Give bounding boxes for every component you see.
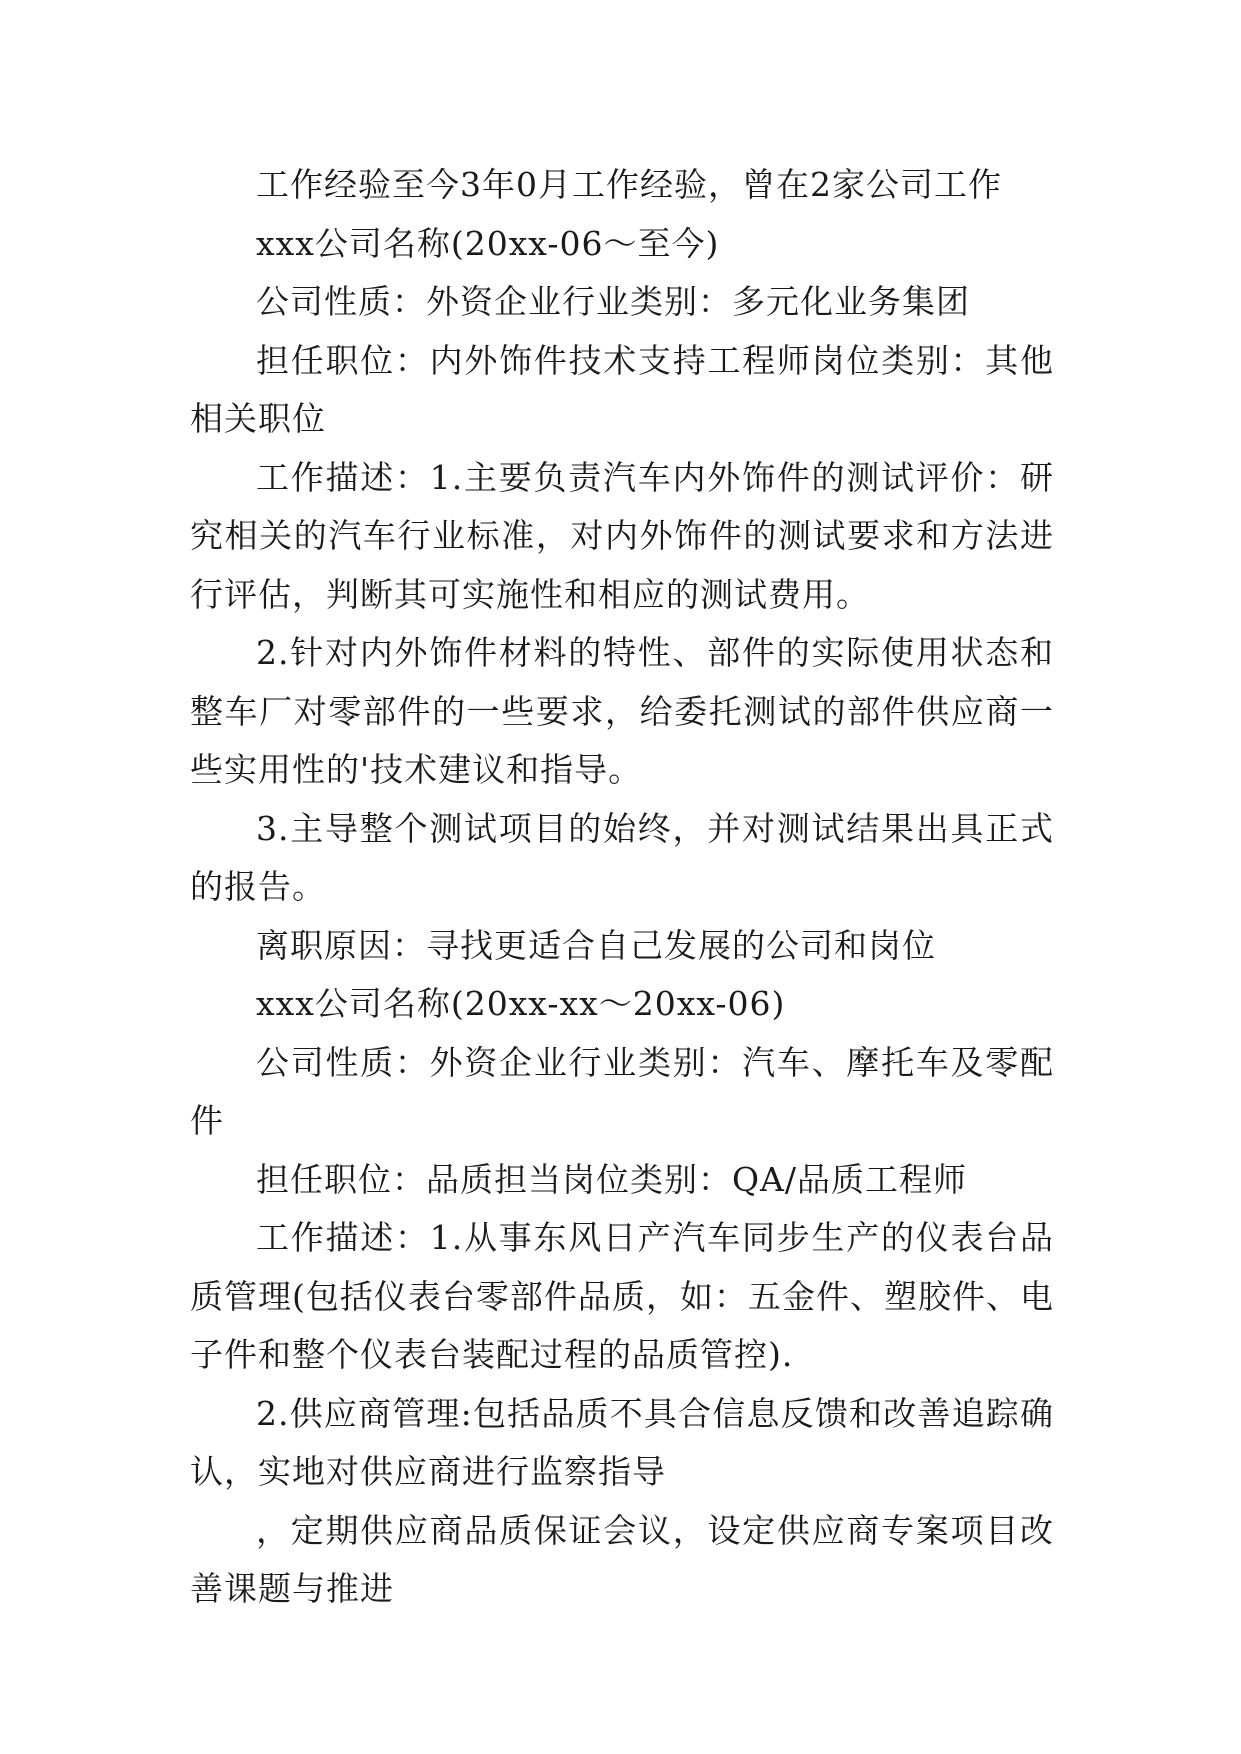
work-experience-summary: 工作经验至今3年0月工作经验，曾在2家公司工作 xyxy=(256,165,1002,204)
company-1-description-1: 工作描述：1.主要负责汽车内外饰件的测试评价：研究相关的汽车行业标准，对内外饰件的测试要求和方法进行评估，判断其可实施性和相应的测试费用。 xyxy=(190,457,1054,614)
company-2-name: xxx公司名称(20xx-xx～20xx-06) xyxy=(256,984,786,1023)
company-2-description-2: 2.供应商管理:包括品质不具合信息反馈和改善追踪确认，实地对供应商进行监察指导 xyxy=(190,1393,1054,1491)
company-1-description-2: 2.针对内外饰件材料的特性、部件的实际使用状态和整车厂对零部件的一些要求，给委托测试的部件供应商一些实用性的'技术建议和指导。 xyxy=(190,633,1054,789)
company-2-description-3: ，定期供应商品质保证会议，设定供应商专案项目改善课题与推进 xyxy=(190,1510,1054,1608)
company-1-description-3: 3.主导整个测试项目的始终，并对测试结果出具正式的报告。 xyxy=(190,808,1054,906)
document-body xyxy=(190,156,1054,1619)
company-1-name: xxx公司名称(20xx-06～至今) xyxy=(256,223,720,263)
company-1-nature: 公司性质：外资企业行业类别：多元化业务集团 xyxy=(256,282,970,321)
company-2-position: 担任职位：品质担当岗位类别：QA/品质工程师 xyxy=(256,1159,968,1199)
company-2-nature: 公司性质：外资企业行业类别：汽车、摩托车及零配件 xyxy=(190,1042,1054,1140)
company-1-position: 担任职位：内外饰件技术支持工程师岗位类别：其他相关职位 xyxy=(190,340,1054,438)
company-1-leaving-reason: 离职原因：寻找更适合自己发展的公司和岗位 xyxy=(256,925,936,965)
company-2-description-1: 工作描述：1.从事东风日产汽车同步生产的仪表台品质管理(包括仪表台零部件品质，如：五金件、塑胶件、电子件和整个仪表台装配过程的品质管控). xyxy=(190,1218,1054,1374)
